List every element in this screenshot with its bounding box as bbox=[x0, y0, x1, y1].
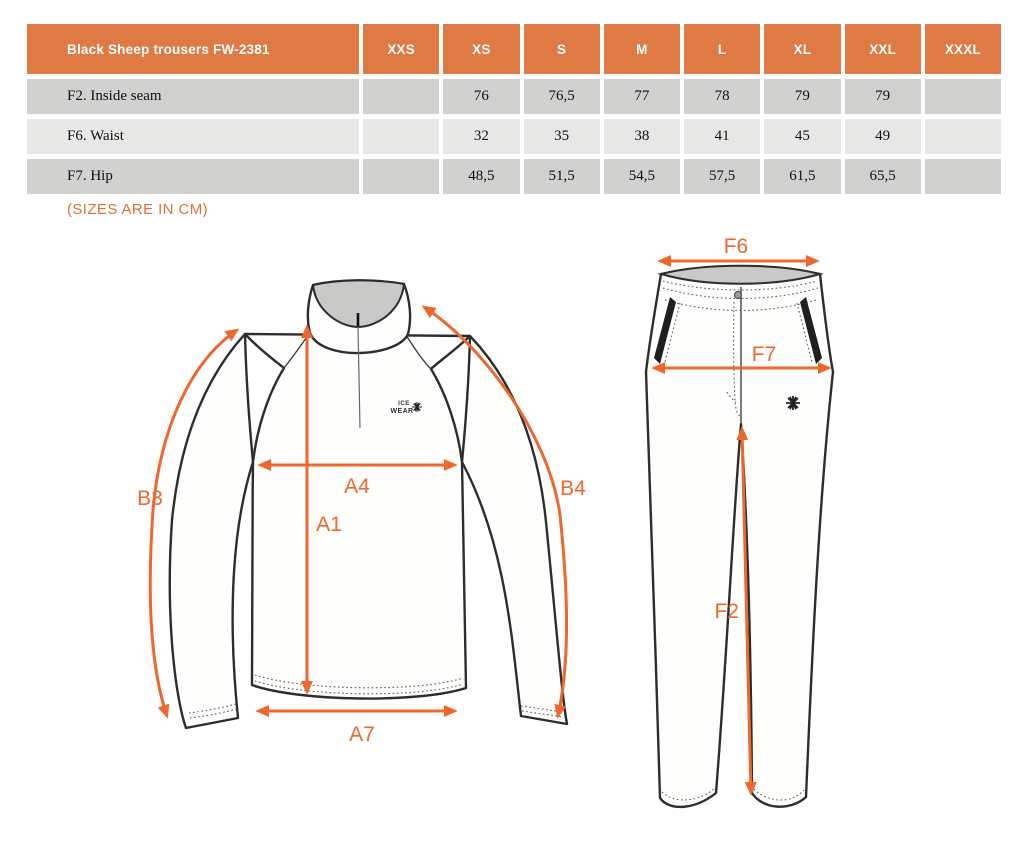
size-value-cell: 54,5 bbox=[604, 159, 680, 194]
size-value-cell: 41 bbox=[684, 119, 760, 154]
icewear-logo-line2: WEAR bbox=[390, 408, 414, 415]
measurement-row-label: F7. Hip bbox=[27, 159, 359, 194]
waist-button bbox=[735, 292, 742, 299]
size-value-cell bbox=[925, 159, 1001, 194]
table-header-row bbox=[27, 24, 1001, 74]
measurement-row-label: F2. Inside seam bbox=[27, 79, 359, 114]
shirt-right-sleeve bbox=[462, 336, 567, 724]
size-column-header: XXL bbox=[845, 24, 921, 74]
size-column-header: XS bbox=[443, 24, 519, 74]
size-column-header: XL bbox=[764, 24, 840, 74]
table-row bbox=[27, 79, 1001, 114]
size-value-cell: 77 bbox=[604, 79, 680, 114]
label-a1: A1 bbox=[316, 513, 342, 536]
table-body bbox=[27, 79, 1001, 194]
label-b4: B4 bbox=[560, 477, 586, 500]
shirt-torso bbox=[245, 334, 470, 699]
table-row bbox=[27, 159, 1001, 194]
trousers-outline bbox=[646, 267, 833, 807]
size-column-header: XXXL bbox=[925, 24, 1001, 74]
size-value-cell: 76 bbox=[443, 79, 519, 114]
size-value-cell: 78 bbox=[684, 79, 760, 114]
label-f2: F2 bbox=[714, 600, 739, 623]
size-value-cell: 79 bbox=[845, 79, 921, 114]
size-value-cell: 57,5 bbox=[684, 159, 760, 194]
table-row bbox=[27, 119, 1001, 154]
size-value-cell: 61,5 bbox=[764, 159, 840, 194]
size-value-cell: 45 bbox=[764, 119, 840, 154]
size-value-cell: 48,5 bbox=[443, 159, 519, 194]
size-value-cell: 38 bbox=[604, 119, 680, 154]
size-column-header: L bbox=[684, 24, 760, 74]
label-f7: F7 bbox=[751, 343, 777, 366]
size-value-cell: 35 bbox=[524, 119, 600, 154]
label-f6: F6 bbox=[723, 235, 749, 258]
icewear-logo-line1: ICE bbox=[398, 401, 410, 407]
size-value-cell bbox=[363, 119, 439, 154]
size-value-cell bbox=[925, 79, 1001, 114]
snowflake-icon bbox=[412, 402, 422, 412]
size-column-header: S bbox=[524, 24, 600, 74]
shirt-left-sleeve bbox=[170, 334, 253, 728]
label-a4: A4 bbox=[344, 475, 370, 498]
size-column-header: M bbox=[604, 24, 680, 74]
snowflake-icon bbox=[786, 396, 800, 410]
size-value-cell bbox=[363, 159, 439, 194]
label-b3: B3 bbox=[137, 487, 163, 510]
trousers-diagram bbox=[646, 235, 833, 807]
size-value-cell: 32 bbox=[443, 119, 519, 154]
size-value-cell: 51,5 bbox=[524, 159, 600, 194]
measurement-row-label: F6. Waist bbox=[27, 119, 359, 154]
sizes-unit-note: (SIZES ARE IN CM) bbox=[67, 201, 208, 218]
size-table bbox=[23, 19, 1005, 199]
size-value-cell: 65,5 bbox=[845, 159, 921, 194]
label-a7: A7 bbox=[349, 723, 375, 746]
size-value-cell: 49 bbox=[845, 119, 921, 154]
table-title-header: Black Sheep trousers FW-2381 bbox=[27, 24, 359, 74]
size-value-cell bbox=[925, 119, 1001, 154]
size-value-cell: 79 bbox=[764, 79, 840, 114]
shirt-diagram bbox=[137, 280, 586, 746]
garment-diagrams bbox=[0, 228, 1030, 849]
size-value-cell: 76,5 bbox=[524, 79, 600, 114]
size-column-header: XXS bbox=[363, 24, 439, 74]
size-value-cell bbox=[363, 79, 439, 114]
